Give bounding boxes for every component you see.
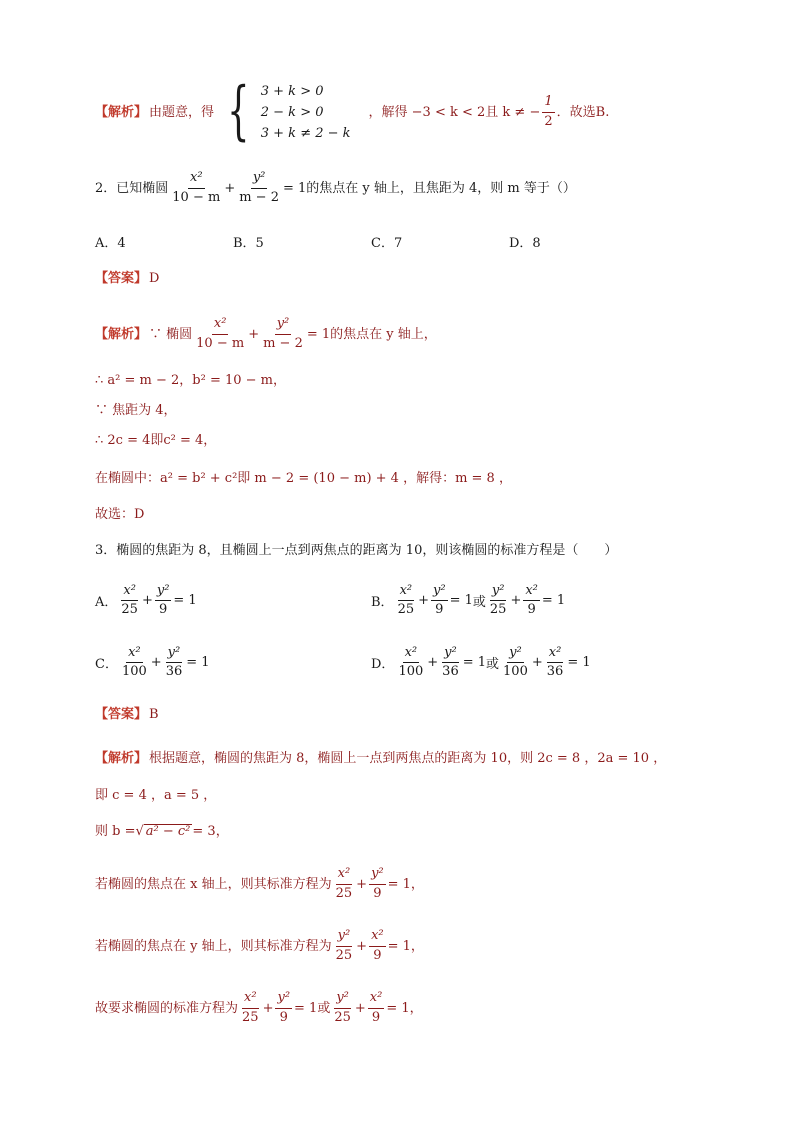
answer-value: B bbox=[149, 707, 159, 722]
fraction: $\frac{\text{y²}}{m - 2}$ bbox=[263, 316, 303, 351]
q3-analysis-line-3: 则 b = √ a² − c² = 3， bbox=[95, 823, 229, 839]
sqrt: √ a² − c² bbox=[135, 824, 191, 839]
fraction: $\frac{\text{y²}}{m - 2}$ bbox=[239, 170, 279, 205]
analysis-result: ，解得 −3 < k < 2且 k ≠ − bbox=[368, 104, 541, 120]
system-row: 3 + k > 0 bbox=[260, 83, 324, 99]
q2-analysis-line-3: ∵ 焦距为 4， bbox=[95, 403, 177, 418]
fraction: $\frac{\text{x²}}{9}$ bbox=[525, 583, 538, 618]
q2-analysis-line-2: ∴ a² = m − 2，b² = 10 − m， bbox=[95, 373, 286, 388]
system-row: 3 + k ≠ 2 − k bbox=[260, 125, 351, 141]
q3-analysis-line-4: 若椭圆的焦点在 x 轴上，则其标准方程为 $\frac{\text{x²}}{25}$ + $\frac{\text{y²}}{9}$ = 1， bbox=[95, 866, 424, 901]
fraction: $\frac{\text{y²}}{9}$ bbox=[371, 866, 384, 901]
q2-analysis-line-1: 【解析】 ∵ 椭圆 $\frac{\text{x²}}{10 - m}$ + $\frac{\text{y²}}{m - 2}$ = 1 的焦点在 y 轴上， bbox=[95, 316, 437, 351]
q1-analysis bbox=[95, 74, 610, 149]
q2-answer bbox=[95, 272, 159, 285]
analysis-tag: 【解析】 bbox=[95, 104, 148, 120]
fraction: $\frac{\text{x²}}{25}$ bbox=[242, 990, 259, 1025]
answer-value: D bbox=[149, 271, 160, 286]
fraction: $\frac{\text{x²}}{10 - m}$ bbox=[172, 170, 221, 205]
fraction: $\frac{\text{x²}}{9}$ bbox=[371, 928, 384, 963]
option-a: A．4 bbox=[95, 236, 126, 251]
q3-option-c: C． $\frac{\text{x²}}{100}$ + $\frac{\text{y²}}{36}$ = 1 bbox=[95, 645, 210, 680]
fraction: $\frac{\text{x²}}{10 - m}$ bbox=[196, 316, 245, 351]
fraction: $\frac{\text{y²}}{25}$ bbox=[335, 928, 353, 963]
fraction: $\frac{\text{x²}}{25}$ bbox=[121, 583, 138, 618]
analysis-tag: 【解析】 bbox=[95, 751, 148, 766]
analysis-prefix: 由题意，得 bbox=[149, 104, 215, 120]
fraction: $\frac{\text{y²}}{36}$ bbox=[442, 645, 459, 680]
option-c: C．7 bbox=[371, 236, 403, 251]
fraction: $\frac{\text{x²}}{9}$ bbox=[369, 990, 383, 1025]
inequality-system bbox=[218, 74, 351, 149]
q2-analysis-line-6: 故选：D bbox=[95, 507, 145, 522]
analysis-tag: 【解析】 bbox=[95, 326, 148, 342]
q3-stem: 3．椭圆的焦距为 8，且椭圆上一点到两焦点的距离为 10，则该椭圆的标准方程是（ ） bbox=[95, 543, 618, 558]
fraction: $\frac{\text{y²}}{100}$ bbox=[503, 645, 528, 680]
q2-analysis-line-4: ∴ 2c = 4即c² = 4， bbox=[95, 433, 217, 448]
option-b: B．5 bbox=[233, 236, 264, 251]
q3-analysis-line-6: 故要求椭圆的标准方程为 $\frac{\text{x²}}{25}$ + $\frac{\text{y²}}{9}$ = 1 或 $\frac{\text{y²}}{25}$ + $\frac{\text{x²}}{9}$ = 1， bbox=[95, 990, 423, 1025]
q3-option-b: B． $\frac{\text{x²}}{25}$ + $\frac{\text{y²}}{9}$ = 1 或 $\frac{\text{y²}}{25}$ + $\frac{\text{x²}}{9}$ = 1 bbox=[371, 583, 566, 618]
brace-icon: { bbox=[227, 74, 250, 149]
q2-stem: 2．已知椭圆 $\frac{\text{x²}}{10 - m}$ + $\frac{\text{y²}}{m - 2}$ = 1 的焦点在 y 轴上，且焦距为 4，则 m 等于（） bbox=[95, 170, 576, 205]
q3-analysis-line-5: 若椭圆的焦点在 y 轴上，则其标准方程为 $\frac{\text{y²}}{25}$ + $\frac{\text{x²}}{9}$ = 1， bbox=[95, 928, 424, 963]
q3-analysis-line-1: 【解析】 根据题意，椭圆的焦距为 8，椭圆上一点到两焦点的距离为 10，则 2c = 8 ，2a = 10 ， bbox=[95, 751, 667, 766]
system-row: 2 − k > 0 bbox=[260, 104, 324, 120]
answer-tag: 【答案】 bbox=[95, 707, 148, 722]
q3-analysis-line-2: 即 c = 4 ，a = 5 ， bbox=[95, 788, 217, 803]
q3-option-d: D． $\frac{\text{x²}}{100}$ + $\frac{\text{y²}}{36}$ = 1 或 $\frac{\text{y²}}{100}$ + $\frac{\text{x²}}{36}$ = 1 bbox=[371, 645, 591, 680]
q3-option-a: A． $\frac{\text{x²}}{25}$ + $\frac{\text{y²}}{9}$ = 1 bbox=[95, 583, 197, 618]
fraction: $\frac{\text{x²}}{100}$ bbox=[121, 645, 147, 680]
fraction: $\frac{1}{2}$ bbox=[544, 94, 553, 129]
answer-tag: 【答案】 bbox=[95, 271, 148, 286]
fraction: $\frac{\text{y²}}{36}$ bbox=[165, 645, 183, 680]
fraction: $\frac{\text{y²}}{25}$ bbox=[489, 583, 507, 618]
fraction: $\frac{\text{y²}}{9}$ bbox=[277, 990, 291, 1025]
fraction: $\frac{\text{x²}}{100}$ bbox=[398, 645, 424, 680]
q2-analysis-line-5: 在椭圆中：a² = b² + c²即 m − 2 = (10 − m) + 4 ，解得：m = 8 ， bbox=[95, 471, 512, 486]
q3-answer bbox=[95, 708, 159, 721]
fraction: $\frac{\text{y²}}{9}$ bbox=[156, 583, 170, 618]
fraction: $\frac{\text{y²}}{25}$ bbox=[334, 990, 351, 1025]
fraction: $\frac{\text{x²}}{25}$ bbox=[335, 866, 353, 901]
fraction: $\frac{\text{x²}}{36}$ bbox=[546, 645, 564, 680]
option-d: D．8 bbox=[509, 236, 541, 251]
fraction: $\frac{\text{y²}}{9}$ bbox=[433, 583, 446, 618]
fraction: $\frac{\text{x²}}{25}$ bbox=[397, 583, 415, 618]
analysis-conclusion: ．故选B. bbox=[556, 104, 610, 120]
